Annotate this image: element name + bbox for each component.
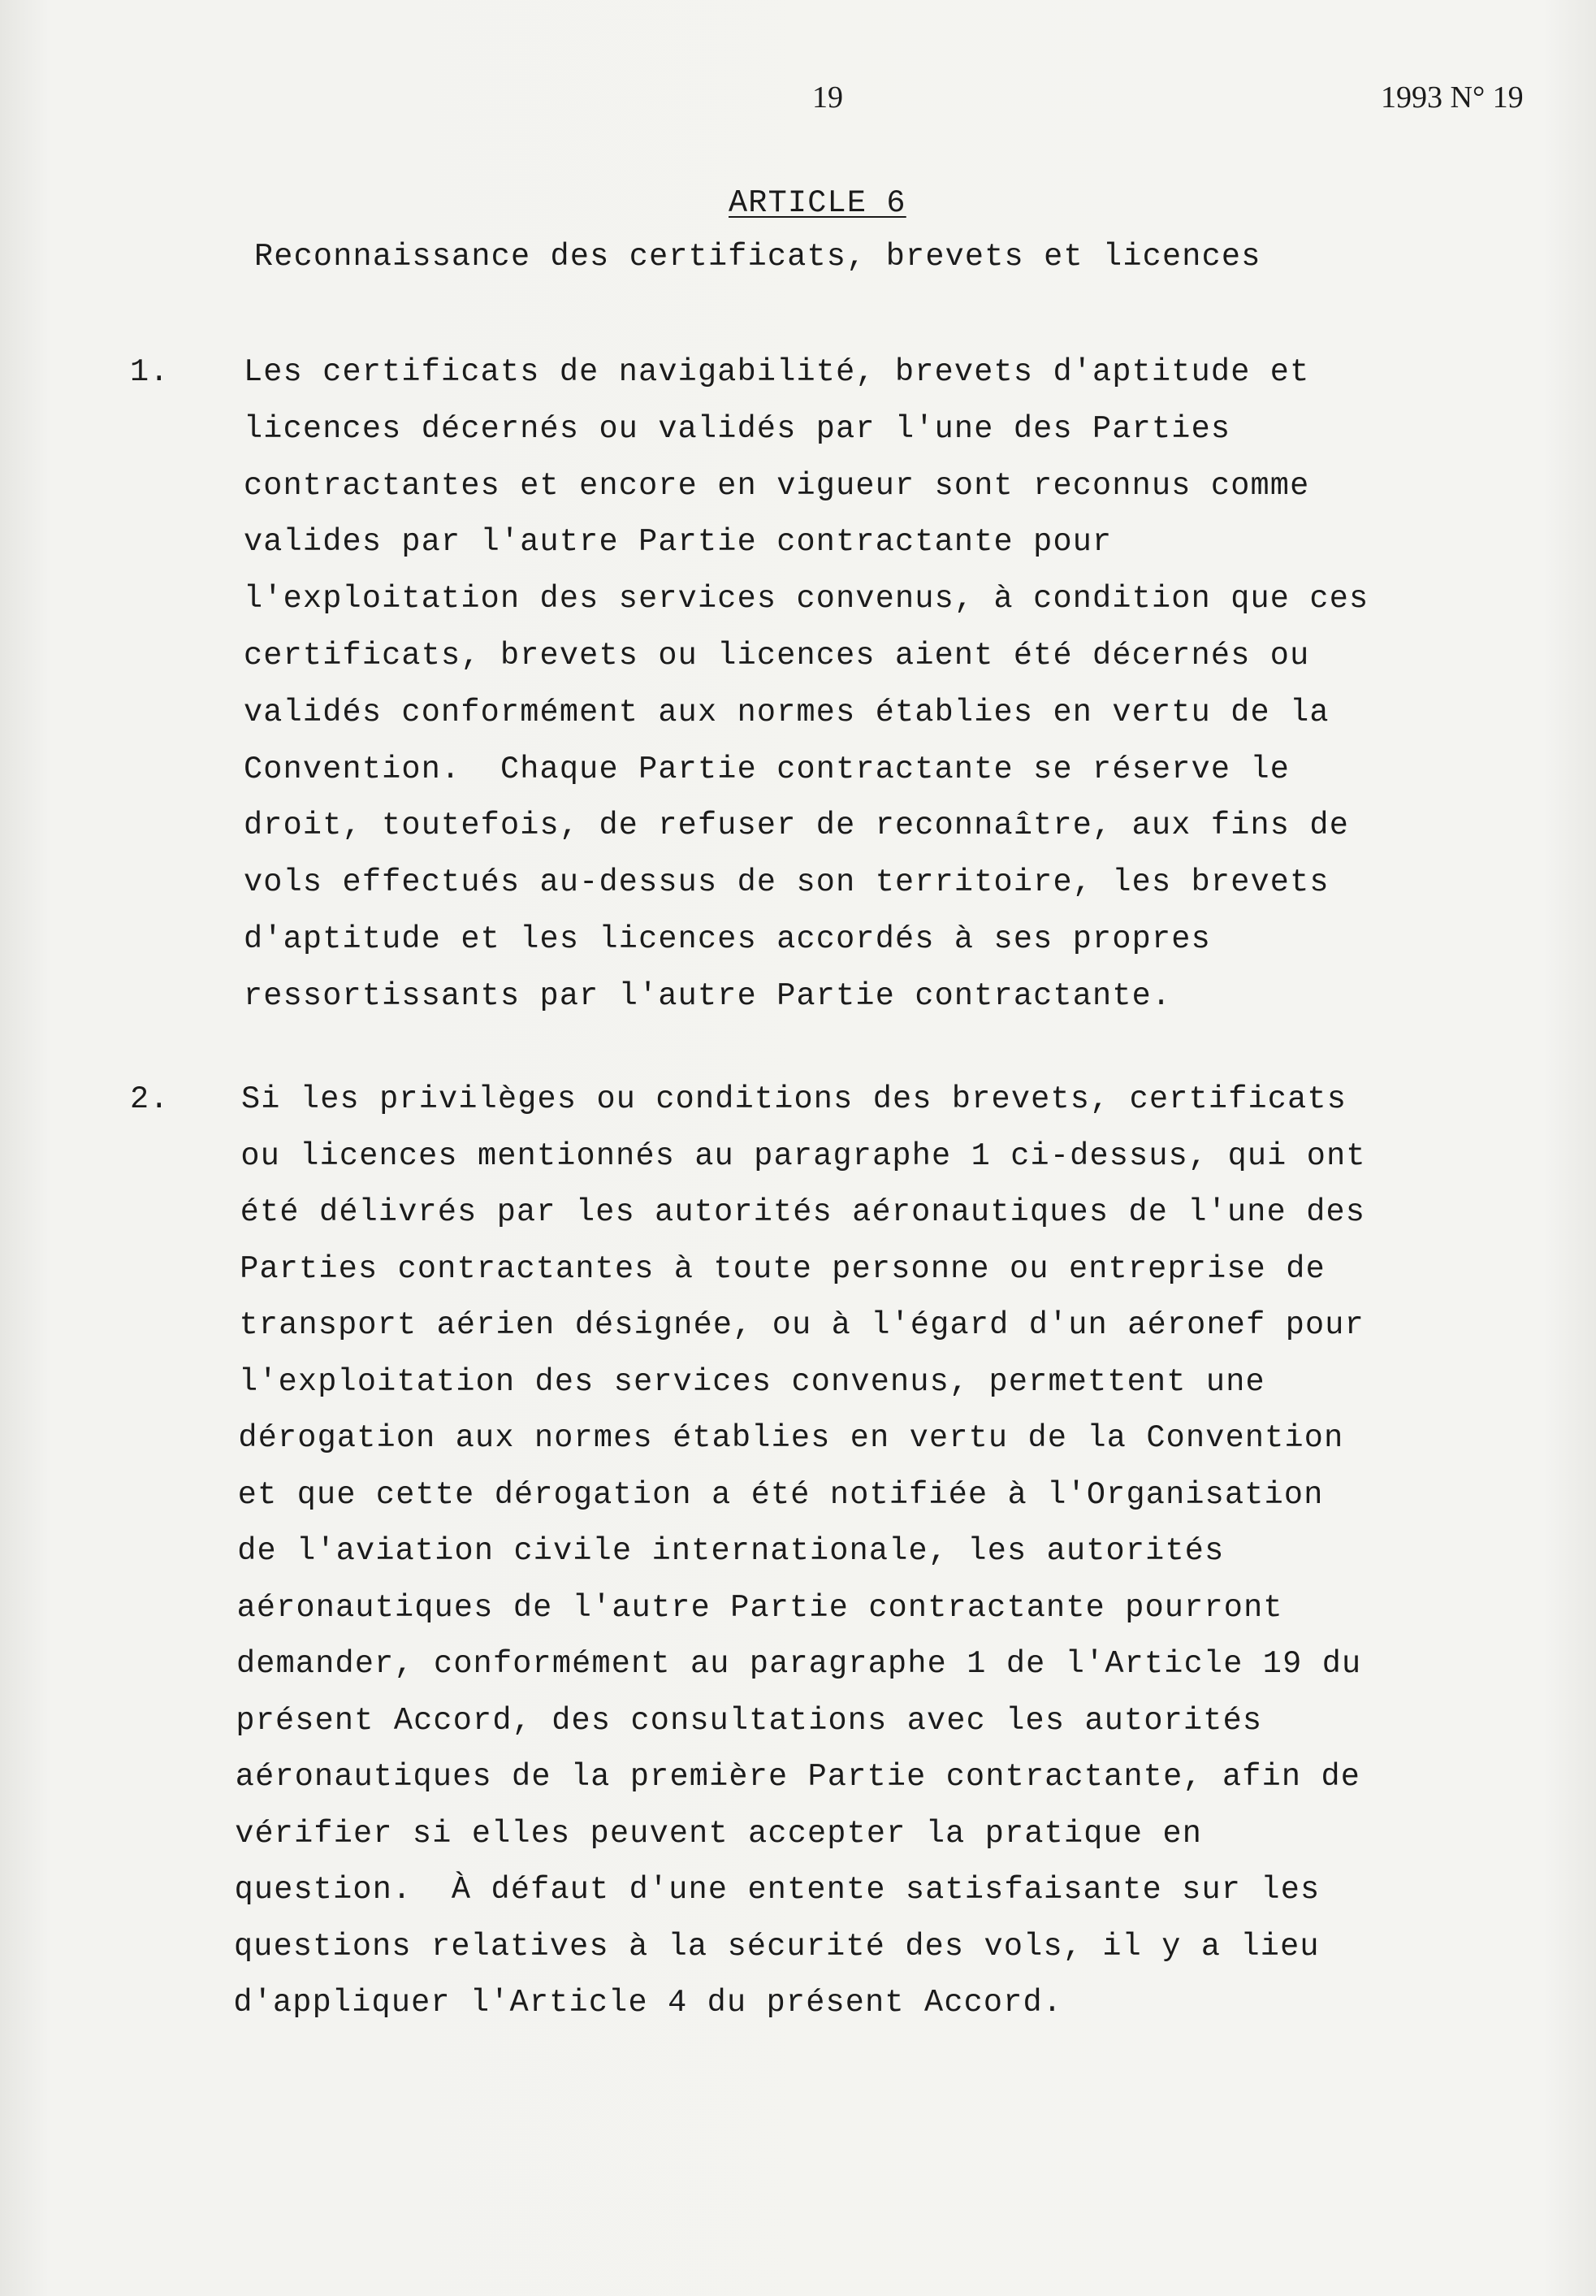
page-number: 19 [812,80,843,115]
paragraph-line: de l'aviation civile internationale, les autorités [237,1533,1225,1569]
paragraph-line: valides par l'autre Partie contractante pour [244,524,1113,561]
paragraph-line: aéronautiques de la première Partie contractante, afin de [235,1759,1361,1795]
paragraph-line: validés conformément aux normes établies en vertu de la [244,694,1330,730]
paragraph-line: vols effectués au-dessus de son territoire, les brevets [244,864,1330,901]
paragraph-line: Si les privilèges ou conditions des brevets, certificats [241,1081,1347,1117]
paragraph-line: droit, toutefois, de refuser de reconnaître, aux fins de [244,808,1350,844]
paragraph-line: Les certificats de navigabilité, brevets d'aptitude et [244,354,1310,390]
paragraph-line: l'exploitation des services convenus, à condition que ces [244,581,1369,617]
paragraph-line: dérogation aux normes établies en vertu de la Convention [238,1420,1344,1456]
paragraph-line: d'appliquer l'Article 4 du présent Accord. [233,1985,1063,2021]
paragraph-number: 2. [130,1081,170,1117]
article-title: ARTICLE 6 [729,185,906,221]
paragraph-line: questions relatives à la sécurité des vols, il y a lieu [234,1928,1320,1965]
paragraph-line: ressortissants par l'autre Partie contractante. [244,977,1172,1014]
paragraph-line: et que cette dérogation a été notifiée à l'Organisation [237,1476,1324,1513]
paragraph-line: certificats, brevets ou licences aient été décernés ou [244,638,1310,674]
paragraph-line: demander, conformément au paragraphe 1 de l'Article 19 du [236,1646,1362,1682]
paragraph-line: vérifier si elles peuvent accepter la pratique en [235,1815,1203,1852]
paragraph-line: présent Accord, des consultations avec les autorités [236,1702,1263,1739]
paragraph-line: ou licences mentionnés au paragraphe 1 ci-dessus, qui ont [240,1137,1366,1174]
paragraph-line: licences décernés ou validés par l'une des Parties [244,410,1231,447]
paragraph-line: contractantes et encore en vigueur sont reconnus comme [244,467,1310,504]
paragraph-line: Parties contractantes à toute personne ou entreprise de [240,1250,1326,1287]
paragraph-number: 1. [130,354,170,390]
paragraph-line: aéronautiques de l'autre Partie contractante pourront [236,1589,1283,1626]
paragraph-line: l'exploitation des services convenus, permettent une [239,1363,1265,1400]
paragraph-line: d'aptitude et les licences accordés à ses propres [244,921,1211,957]
paragraph-line: Convention. Chaque Partie contractante se réserve le [244,751,1291,787]
paragraph-line: été délivrés par les autorités aéronautiques de l'une des [240,1194,1366,1230]
paragraph-line: question. À défaut d'une entente satisfaisante sur les [234,1872,1321,1908]
article-subtitle: Reconnaissance des certificats, brevets et licences [254,239,1261,275]
paragraph-line: transport aérien désignée, ou à l'égard d'un aéronef pour [239,1307,1365,1343]
document-reference: 1993 N° 19 [1381,80,1524,115]
